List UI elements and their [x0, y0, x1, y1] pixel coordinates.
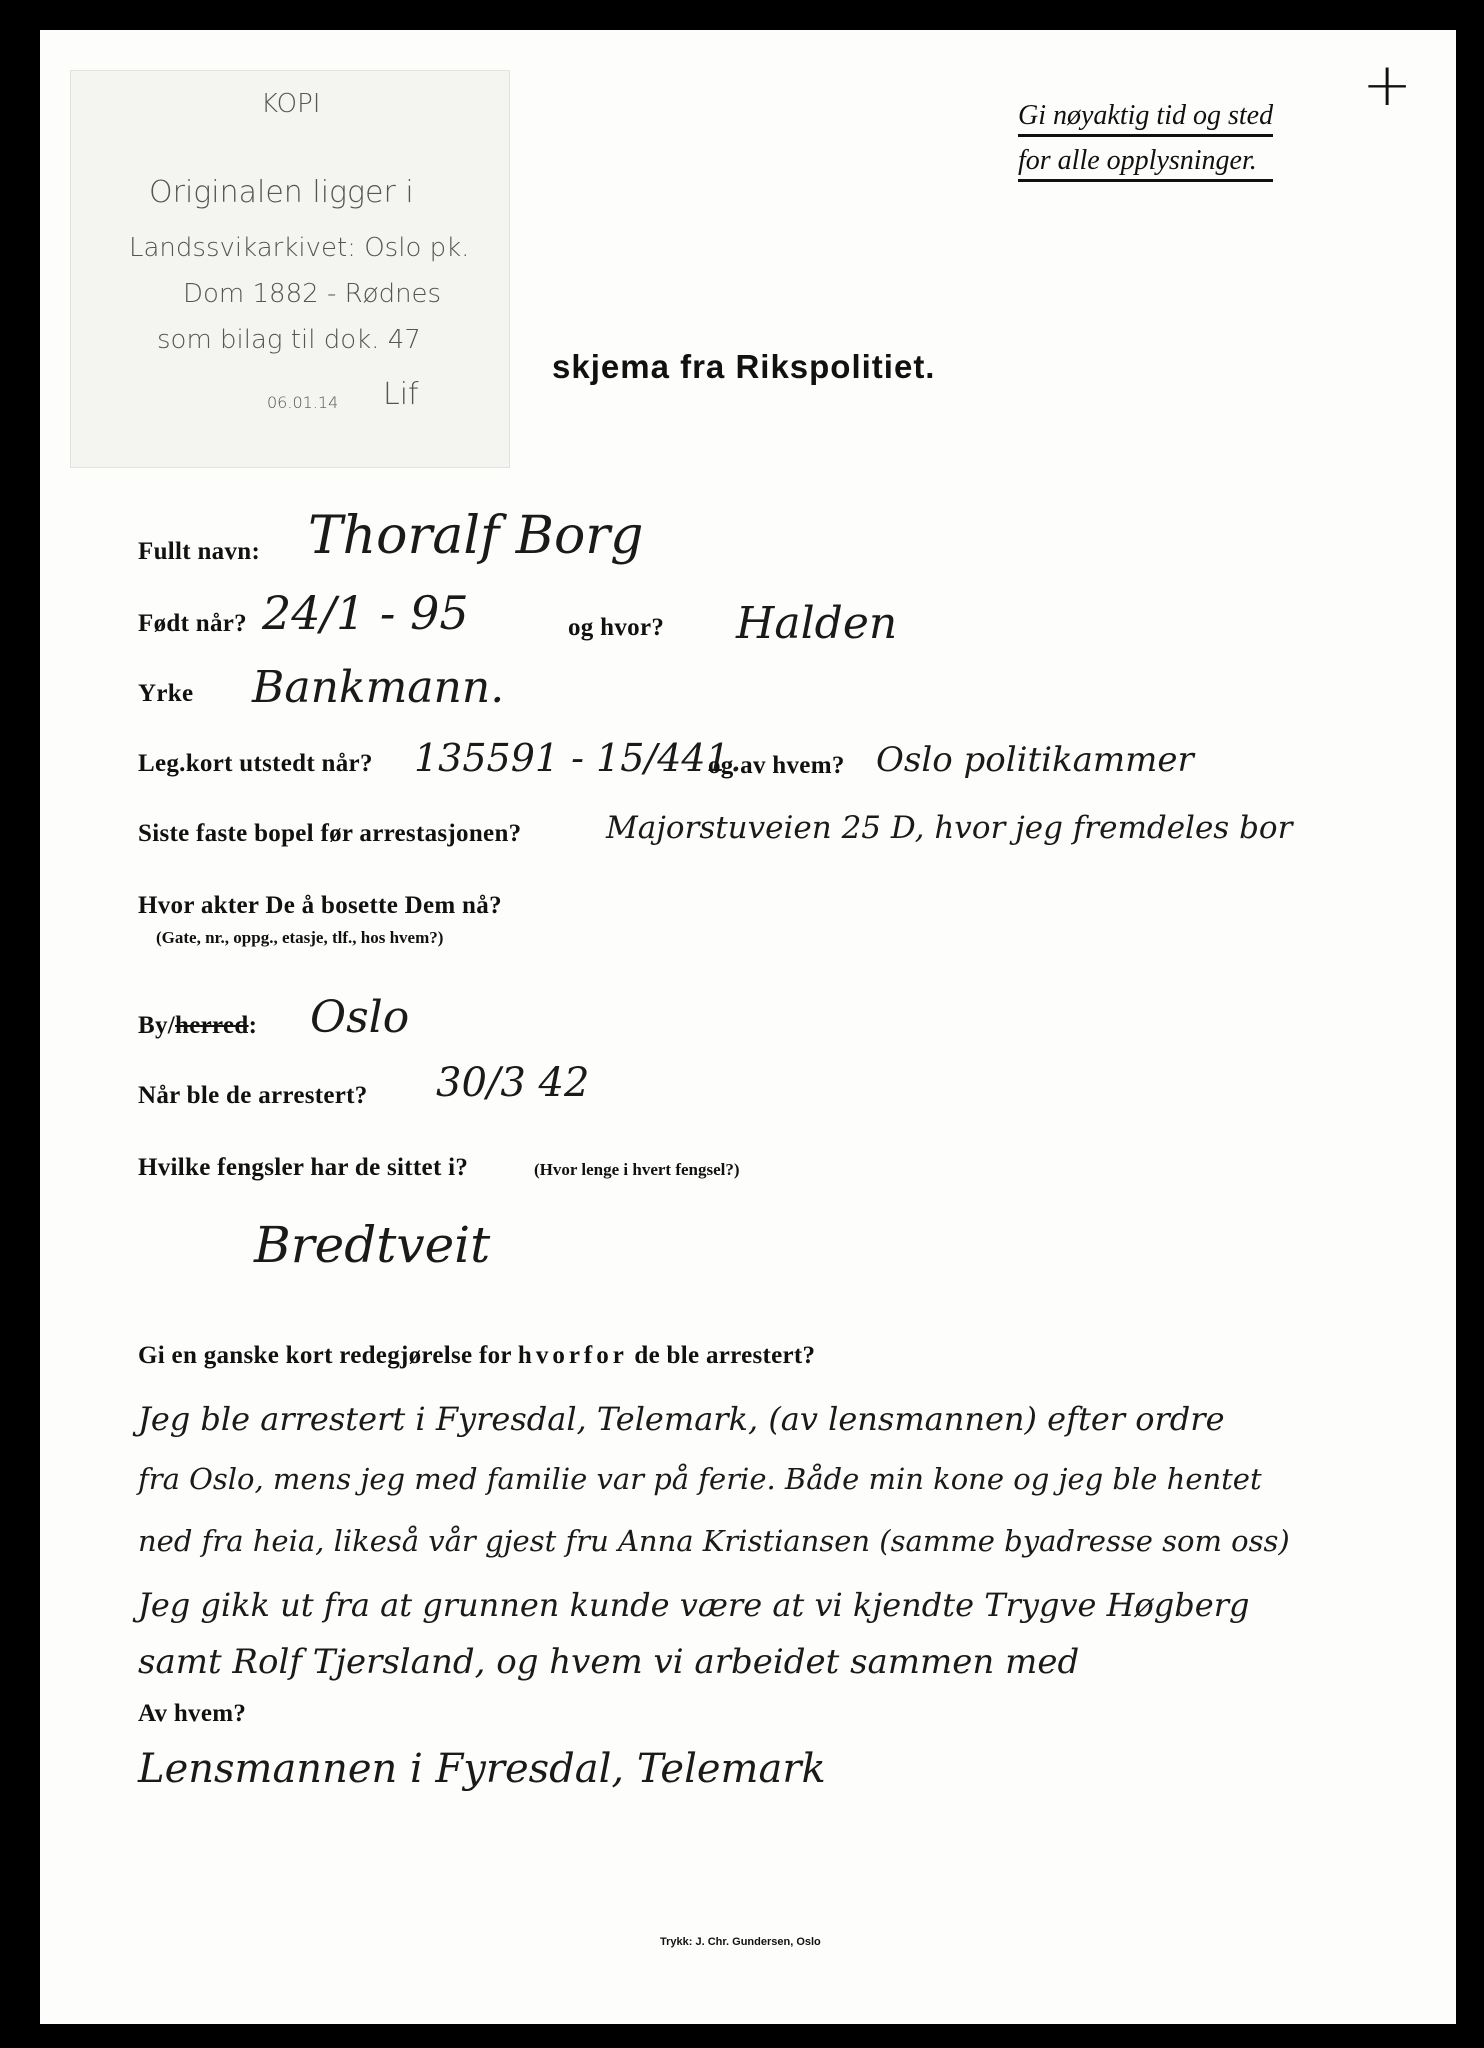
redegjorelse-label [138, 1342, 815, 1370]
redegjorelse-line-1: Jeg ble arrestert i Fyresdal, Telemark, (av lensmannen) efter ordre [138, 1400, 1225, 1438]
av-hvem-2-value: Lensmannen i Fyresdal, Telemark [138, 1746, 826, 1792]
redegjorelse-line-4: Jeg gikk ut fra at grunnen kunde være at vi kjendte Trygve Høgberg [138, 1586, 1250, 1624]
instruction-line-1: Gi nøyaktig tid og sted [1018, 100, 1273, 137]
redegjorelse-line-5: samt Rolf Tjersland, og hvem vi arbeidet sammen med [138, 1642, 1080, 1682]
legkort-label: Leg.kort utstedt når? [138, 750, 373, 777]
fodt-label: Født når? [138, 610, 247, 637]
sticky-line-4: som bilag til dok. 47 [157, 325, 421, 355]
by-colon: : [248, 1012, 258, 1039]
document-page [40, 30, 1456, 2024]
bosette-label: Hvor akter De å bosette Dem nå? [138, 892, 502, 919]
redegjorelse-label-post: de ble arrestert? [634, 1342, 816, 1369]
by-label: By/ [138, 1012, 176, 1039]
legkort-value: 135591 - 15/441. [414, 736, 742, 780]
fengsler-value: Bredtveit [254, 1216, 491, 1274]
herred-struck-label: herred [175, 1012, 249, 1039]
og-hvor-value: Halden [736, 598, 898, 649]
sticky-line-1: Originalen ligger i [149, 175, 414, 210]
redegjorelse-line-3: ned fra heia, likeså vår gjest fru Anna Kristiansen (samme byadresse som oss) [138, 1524, 1290, 1558]
og-hvor-label: og hvor? [568, 614, 665, 641]
av-hvem-value: Oslo politikammer [876, 740, 1194, 780]
fodt-value: 24/1 - 95 [262, 586, 469, 640]
sticky-line-2: Landssvikarkivet: Oslo pk. [129, 233, 470, 263]
sticky-date: 06.01.14 [267, 393, 339, 412]
corner-plus-mark: + [1362, 50, 1413, 120]
bosette-sub-label: (Gate, nr., oppg., etasje, tlf., hos hvem?) [156, 928, 444, 947]
av-hvem-2-label: Av hvem? [138, 1700, 247, 1727]
redegjorelse-label-emph: hvorfor [517, 1342, 628, 1369]
copy-sticky-note [70, 70, 510, 468]
fullt-navn-label: Fullt navn: [138, 538, 261, 565]
fengsler-label: Hvilke fengsler har de sittet i? [138, 1154, 469, 1181]
sticky-line-3: Dom 1882 - Rødnes [183, 279, 442, 309]
yrke-label: Yrke [138, 680, 194, 707]
by-herred-label [138, 1012, 257, 1040]
arrestert-value: 30/3 42 [436, 1060, 590, 1106]
bopel-label: Siste faste bopel før arrestasjonen? [138, 820, 522, 847]
bopel-value: Majorstuveien 25 D, hvor jeg fremdeles bor [606, 810, 1293, 846]
redegjorelse-line-2: fra Oslo, mens jeg med familie var på ferie. Både min kone og jeg ble hentet [138, 1462, 1262, 1496]
redegjorelse-label-pre: Gi en ganske kort redegjørelse for [138, 1342, 512, 1369]
fullt-navn-value: Thoralf Borg [308, 506, 644, 566]
av-hvem-label: og av hvem? [708, 752, 845, 779]
arrestert-label: Når ble de arrestert? [138, 1082, 368, 1109]
form-title: skjema fra Rikspolitiet. [552, 348, 936, 385]
by-value: Oslo [310, 992, 410, 1043]
printer-footer: Trykk: J. Chr. Gundersen, Oslo [660, 1936, 821, 1948]
yrke-value: Bankmann. [252, 662, 505, 713]
fengsler-sub-label: (Hvor lenge i hvert fengsel?) [534, 1160, 740, 1179]
sticky-kopi: KOPI [261, 89, 321, 119]
sticky-initials: Lif [383, 377, 419, 412]
instruction-line-2: for alle opplysninger. [1018, 145, 1273, 182]
instruction-text [1018, 100, 1273, 190]
